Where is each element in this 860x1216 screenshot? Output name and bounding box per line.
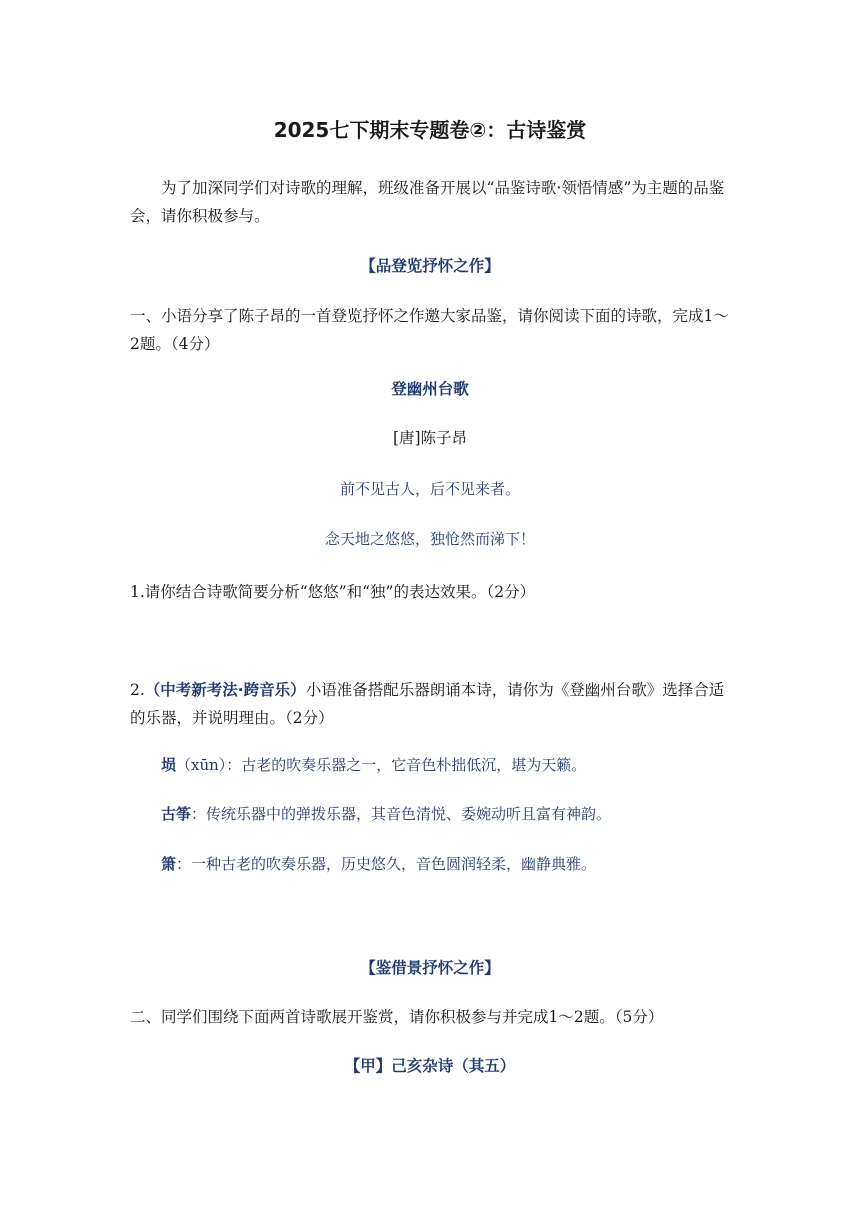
question-2-tag: （中考新考法·跨音乐）	[144, 681, 306, 699]
question-2	[130, 676, 734, 732]
instrument-option-xun	[161, 754, 741, 775]
question-2-number: 2.	[130, 681, 145, 699]
instrument-note: ：	[176, 855, 192, 873]
instrument-note: ：	[191, 805, 207, 823]
instrument-desc: 一种古老的吹奏乐器，历史悠久，音色圆润轻柔，幽静典雅。	[191, 855, 597, 873]
document-title: 2025七下期末专题卷②：古诗鉴赏	[273, 118, 587, 142]
instrument-note: （xūn）：	[176, 756, 242, 774]
instrument-term: 古筝	[161, 805, 192, 823]
section2-heading: 【鉴借景抒怀之作】	[360, 959, 500, 977]
section2-question: 二、同学们围绕下面两首诗歌展开鉴赏，请你积极参与并完成1～2题。（5分）	[130, 1008, 664, 1026]
instrument-desc: 传统乐器中的弹拨乐器，其音色清悦、委婉动听且富有神韵。	[206, 805, 612, 823]
section1-question: 一、小语分享了陈子昂的一首登览抒怀之作邀大家品鉴，请你阅读下面的诗歌，完成1～2题。（4分）	[130, 307, 729, 353]
poem-a-title: 【甲】己亥杂诗（其五）	[344, 1057, 516, 1075]
poem-title: 登幽州台歌	[391, 380, 469, 398]
question-2-text: 小语准备搭配乐器朗诵本诗，请你为《登幽州台歌》选择合适的乐器，并说明理由。（2分）	[130, 681, 725, 727]
instrument-option-xiao	[161, 853, 741, 874]
poem-author: [唐]陈子昂	[392, 429, 468, 447]
section1-heading: 【品登览抒怀之作】	[360, 257, 500, 275]
instrument-desc: 古老的吹奏乐器之一，它音色朴拙低沉，堪为天籁。	[241, 756, 587, 774]
instrument-term: 箫	[161, 855, 177, 873]
poem-line-2: 念天地之悠悠，独怆然而涕下！	[324, 530, 535, 548]
instrument-term: 埙	[161, 756, 177, 774]
poem-line-1: 前不见古人，后不见来者。	[339, 480, 520, 498]
instrument-option-guzheng	[161, 803, 741, 824]
intro-paragraph: 为了加深同学们对诗歌的理解，班级准备开展以“品鉴诗歌·领悟情感”为主题的品鉴会，请你积极参与。	[130, 179, 725, 225]
question-1: 1.请你结合诗歌简要分析“悠悠”和“独”的表达效果。（2分）	[130, 583, 536, 601]
